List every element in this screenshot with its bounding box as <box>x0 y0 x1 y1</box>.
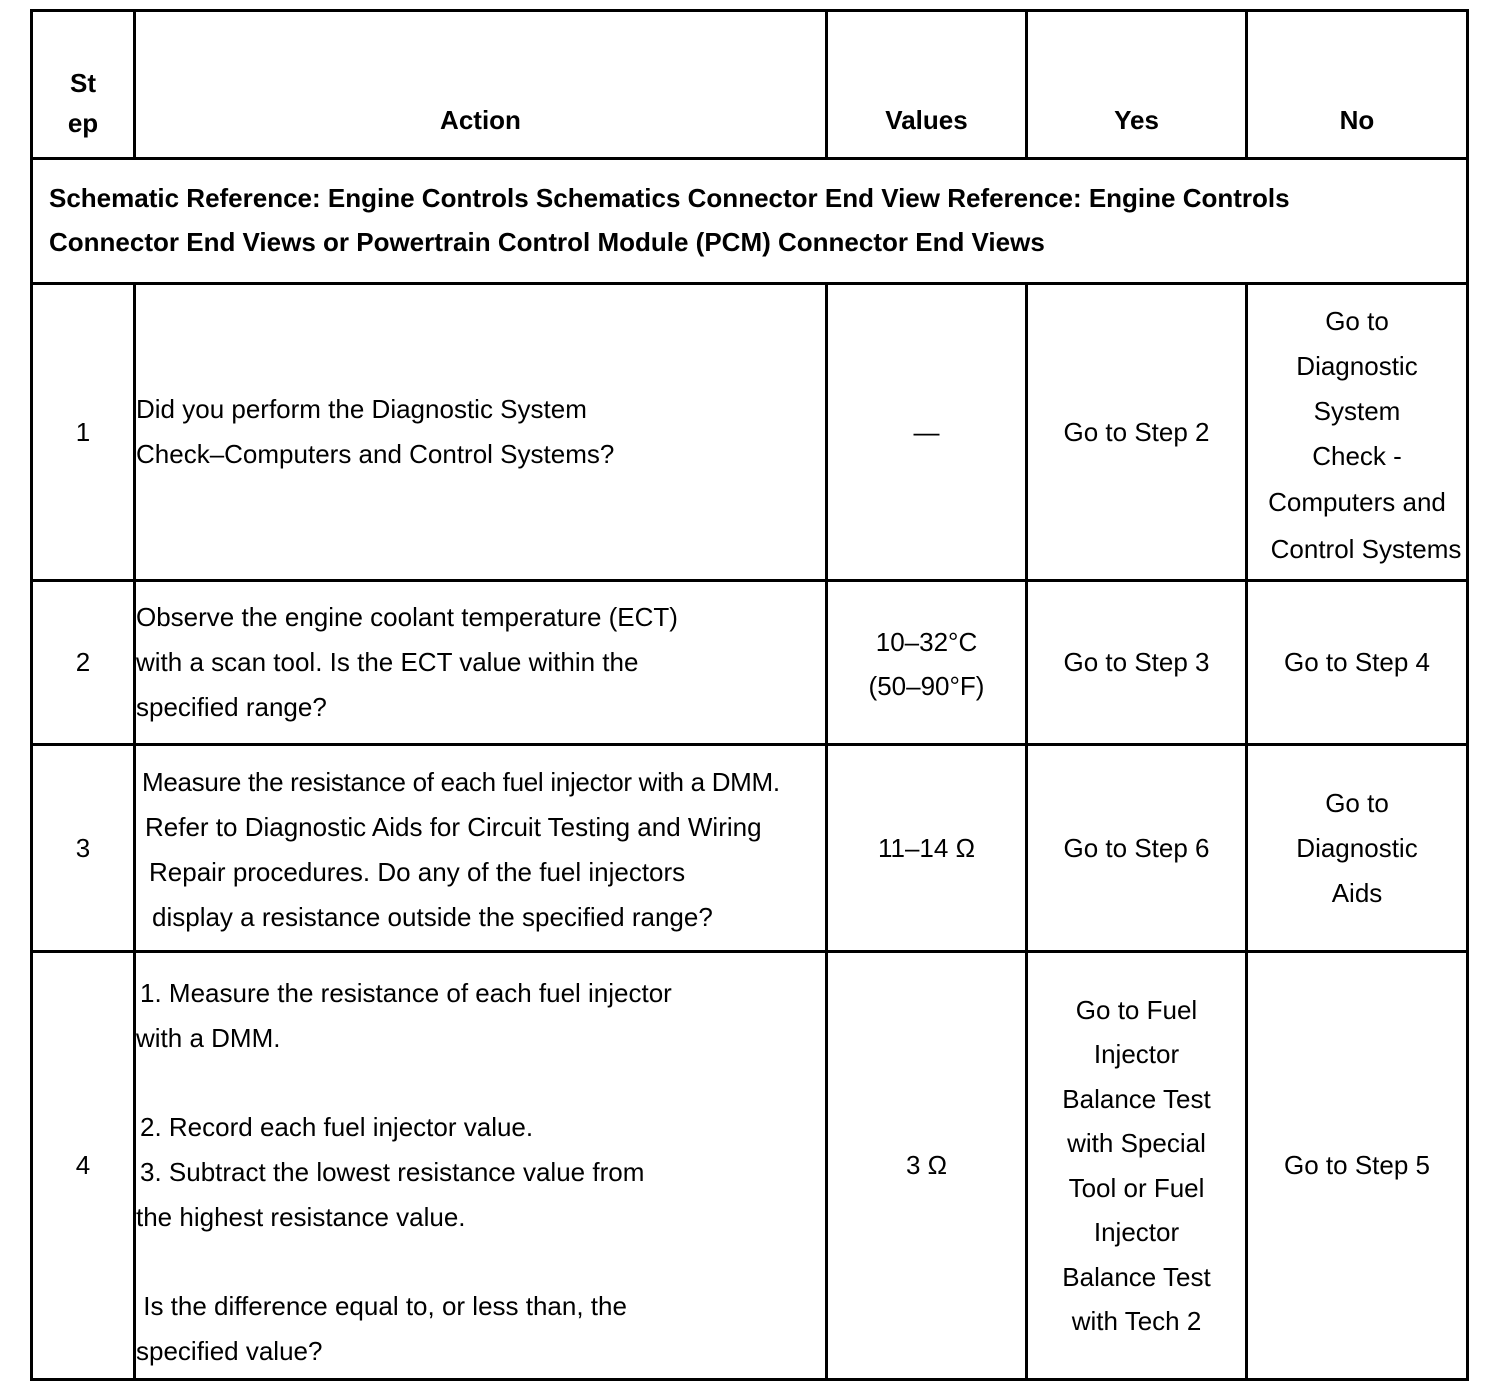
header-action: Action <box>135 11 827 159</box>
action-cell <box>135 745 827 952</box>
yes-line: Injector <box>1093 1217 1180 1247</box>
step-number: 4 <box>32 952 135 1380</box>
no-line: Control Systems <box>1270 534 1462 564</box>
yes-cell <box>1027 952 1247 1380</box>
yes-line: Balance Test <box>1062 1083 1211 1114</box>
header-step <box>32 11 135 159</box>
values-cell: 11–14 Ω <box>827 745 1027 952</box>
action-line: with a scan tool. Is the ECT value within the <box>136 647 639 677</box>
header-no: No <box>1247 11 1468 159</box>
action-line: Is the difference equal to, or less than, the <box>136 1291 627 1321</box>
step-number: 3 <box>32 745 135 952</box>
no-cell <box>1247 284 1468 581</box>
reference-line: Schematic Reference: Engine Controls Schematics Connector End View Reference: Engine Controls <box>49 183 1290 213</box>
action-line: Repair procedures. Do any of the fuel injectors <box>149 857 686 887</box>
spacer <box>136 1061 825 1105</box>
values-cell: 3 Ω <box>827 952 1027 1380</box>
reference-row <box>32 159 1468 284</box>
no-cell: Go to Step 4 <box>1247 581 1468 745</box>
reference-line: Connector End Views or Powertrain Control Module (PCM) Connector End Views <box>49 227 1045 257</box>
action-cell <box>135 284 827 581</box>
no-line: Go to <box>1325 306 1389 336</box>
header-values: Values <box>827 11 1027 159</box>
action-line: Measure the resistance of each fuel injector with a DMM. <box>142 767 780 797</box>
no-cell: Go to Step 5 <box>1247 952 1468 1380</box>
step-number: 2 <box>32 581 135 745</box>
action-line: 2. Record each fuel injector value. <box>140 1112 534 1142</box>
yes-line: Go to Fuel <box>1075 994 1198 1025</box>
yes-line: Injector <box>1093 1039 1180 1069</box>
action-line: with a DMM. <box>136 1023 281 1053</box>
yes-cell: Go to Step 6 <box>1027 745 1247 952</box>
header-step-line: ep <box>67 108 99 138</box>
action-line: 1. Measure the resistance of each fuel injector <box>140 978 672 1008</box>
yes-line: with Special <box>1067 1128 1206 1158</box>
table-row <box>32 581 1468 745</box>
no-line: System <box>1313 396 1401 426</box>
no-line: Check - <box>1312 441 1402 471</box>
table-row <box>32 284 1468 581</box>
action-line: Check–Computers and Control Systems? <box>136 439 615 469</box>
values-line: (50–90°F) <box>868 671 985 701</box>
no-line: Go to <box>1325 787 1389 818</box>
table-row <box>32 952 1468 1380</box>
yes-cell: Go to Step 2 <box>1027 284 1247 581</box>
header-step-line: St <box>70 68 96 98</box>
action-line: Did you perform the Diagnostic System <box>136 394 587 424</box>
header-row <box>32 11 1468 159</box>
values-line: 10–32°C <box>875 627 978 657</box>
yes-line: Balance Test <box>1062 1261 1211 1292</box>
values-cell <box>827 581 1027 745</box>
yes-line: with Tech 2 <box>1071 1306 1202 1336</box>
action-line: display a resistance outside the specified range? <box>152 902 713 932</box>
values-cell: — <box>827 284 1027 581</box>
action-line: Refer to Diagnostic Aids for Circuit Testing and Wiring <box>145 812 762 842</box>
no-line: Computers and <box>1268 487 1446 517</box>
action-line: specified value? <box>136 1336 323 1366</box>
yes-line: Tool or Fuel <box>1068 1172 1205 1203</box>
action-line: specified range? <box>136 692 327 722</box>
diagnostic-table <box>30 9 1469 1381</box>
no-line: Diagnostic <box>1296 832 1418 863</box>
action-line: 3. Subtract the lowest resistance value from <box>140 1157 645 1187</box>
no-line: Aids <box>1331 877 1383 908</box>
action-cell <box>135 952 827 1380</box>
action-line: Observe the engine coolant temperature (ECT) <box>136 602 678 632</box>
spacer <box>136 1240 825 1284</box>
action-line: the highest resistance value. <box>136 1202 466 1232</box>
no-cell <box>1247 745 1468 952</box>
table-row <box>32 745 1468 952</box>
schematic-reference <box>32 159 1468 284</box>
yes-cell: Go to Step 3 <box>1027 581 1247 745</box>
no-line: Diagnostic <box>1296 351 1418 381</box>
step-number: 1 <box>32 284 135 581</box>
header-yes: Yes <box>1027 11 1247 159</box>
action-cell <box>135 581 827 745</box>
